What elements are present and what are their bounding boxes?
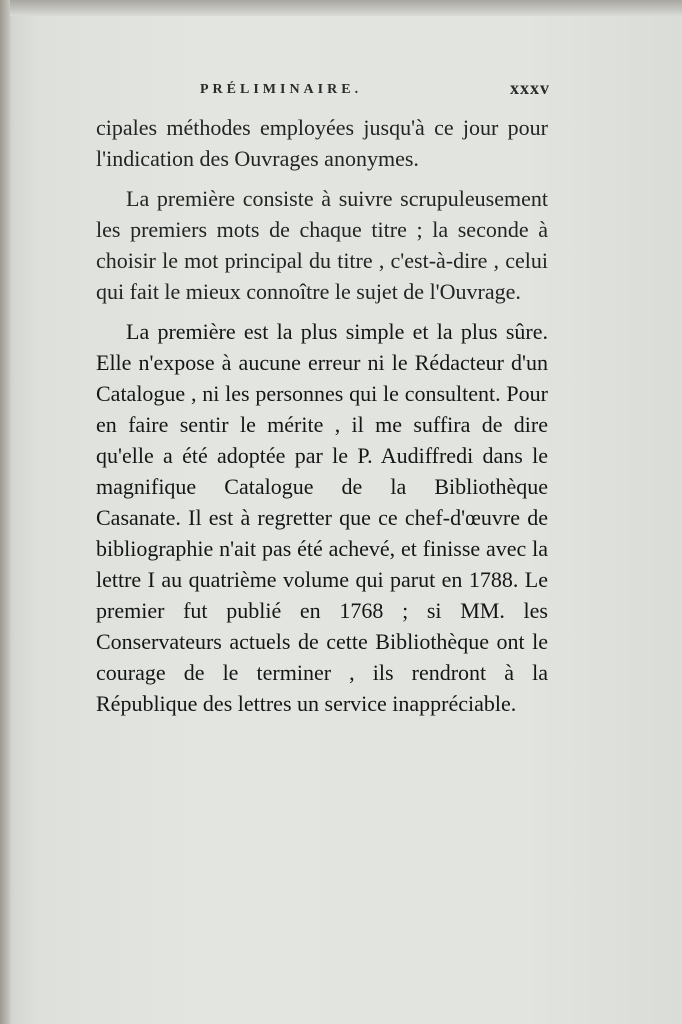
paragraph-1: cipales méthodes employées jusqu'à ce jour pour l'indication des Ouvrages anonymes. xyxy=(96,115,548,171)
page-header xyxy=(200,78,550,100)
body-text xyxy=(96,112,548,728)
page-number: xxxv xyxy=(510,78,550,98)
paragraph-2: La première consiste à suivre scrupuleusement les premiers mots de chaque titre ; la seconde à choisir le mot principal du titre , c'est-à-dire , celui qui fait le mieux connoître le sujet de l'Ouvrage. xyxy=(96,186,548,304)
binding-edge xyxy=(0,0,10,1024)
page-top-shadow xyxy=(0,0,682,16)
paragraph-3: La première est la plus simple et la plus sûre. Elle n'expose à aucune erreur ni le Rédacteur d'un Catalogue , ni les personnes qui le consultent. Pour en faire sentir le mérite , il me suffira de dire qu'elle a été adoptée par le P. Audiffredi dans le magnifique Catalogue de la Bibliothèque Casanate. Il est à regretter que ce chef-d'œuvre de bibliographie n'ait pas été achevé, et finisse avec la lettre I au quatrième volume qui parut en 1788. Le premier fut publié en 1768 ; si MM. les Conservateurs actuels de cette Bibliothèque ont le courage de le terminer , ils rendront à la République des lettres un service inappréciable. xyxy=(96,319,548,716)
running-head: PRÉLIMINAIRE. xyxy=(200,82,363,97)
